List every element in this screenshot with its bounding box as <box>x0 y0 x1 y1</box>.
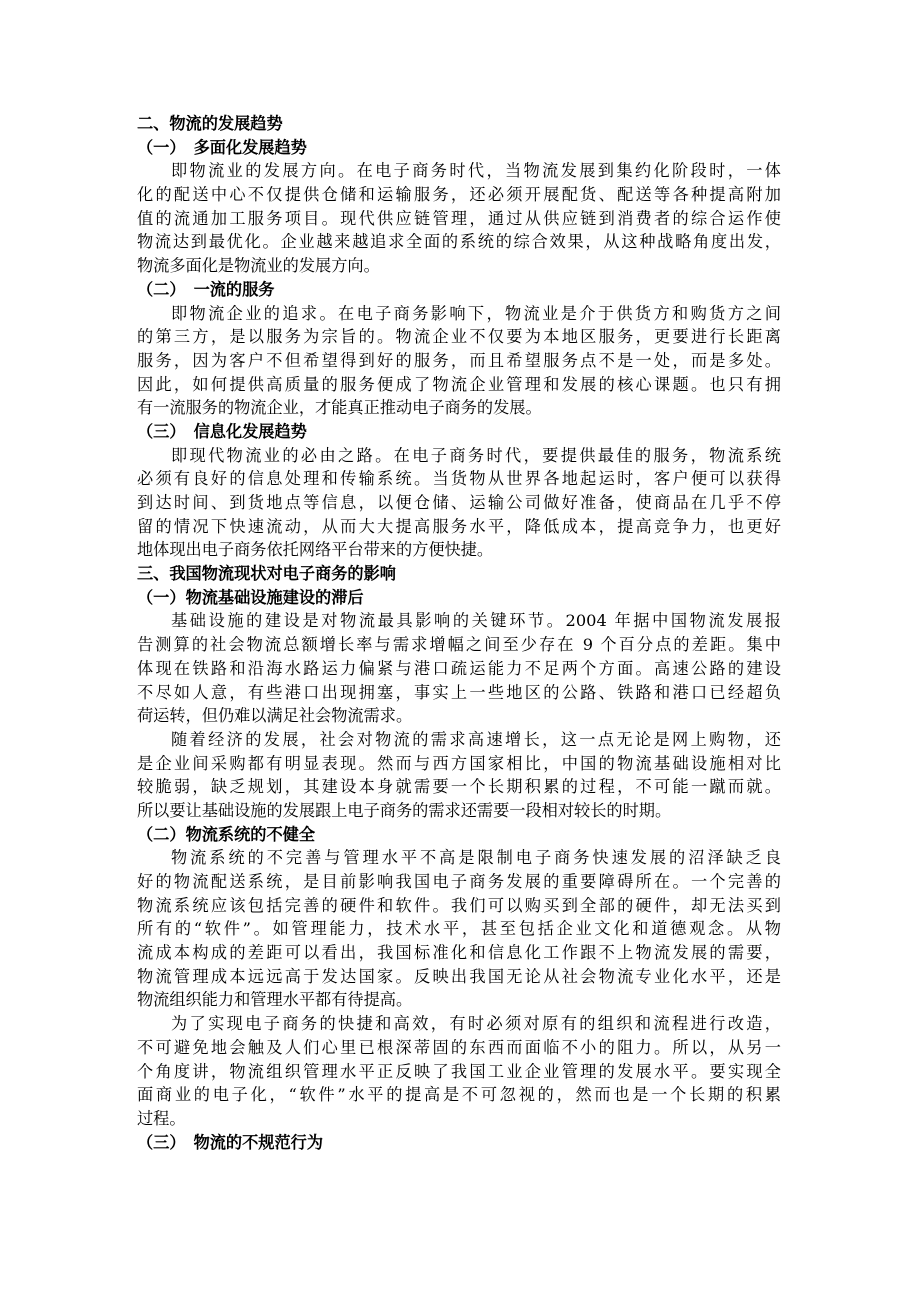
section-heading: 三、我国物流现状对电子商务的影响 <box>137 564 396 584</box>
paragraph <box>137 846 781 1012</box>
text-line: 必须有良好的信息处理和传输系统。当货物从世界各地起运时，客户便可以获得 <box>137 469 781 489</box>
text-line: 即物流企业的追求。在电子商务影响下，物流业是介于供货方和购货方之间 <box>171 303 781 323</box>
paragraph <box>137 728 781 823</box>
text-line: 物流多面化是物流业的发展方向。 <box>137 256 380 276</box>
subsection-heading <box>137 278 781 302</box>
text-line: 告测算的社会物流总额增长率与需求增幅之间至少存在 9 个百分点的差距。集中 <box>137 635 781 655</box>
text-line: 地体现出电子商务依托网络平台带来的方便快捷。 <box>137 540 494 560</box>
text-line: 基础设施的建设是对物流最具影响的关键环节。2004 年据中国物流发展报 <box>171 611 781 631</box>
text-line: 个角度讲，物流组织管理水平正反映了我国工业企业管理的发展水平。要实现全 <box>137 1061 781 1081</box>
text-line: 有一流服务的物流企业，才能真正推动电子商务的发展。 <box>137 398 542 418</box>
subsection-title: 一流的服务 <box>193 279 275 299</box>
text-line: 值的流通加工服务项目。现代供应链管理，通过从供应链到消费者的综合运作使 <box>137 208 781 228</box>
subsection-number: （一） <box>137 137 186 157</box>
subsection-title: 多面化发展趋势 <box>193 137 307 157</box>
subsection-title: 信息化发展趋势 <box>193 421 307 441</box>
text-line: 为了实现电子商务的快捷和高效，有时必须对原有的组织和流程进行改造， <box>171 1014 781 1034</box>
text-line: 物流系统的不完善与管理水平不高是限制电子商务快速发展的沼泽缺乏良 <box>171 848 781 868</box>
subsection-heading <box>137 586 781 610</box>
text-line: 荷运转，但仍难以满足社会物流需求。 <box>137 706 413 726</box>
paragraph <box>137 302 781 420</box>
text-line: 物流系统应该包括完善的硬件和软件。我们可以购买到全部的硬件，却无法买到 <box>137 895 781 915</box>
document-page <box>137 112 781 1154</box>
subsection-title: 物流的不规范行为 <box>193 1132 324 1152</box>
text-line: 不尽如人意，有些港口出现拥塞，事实上一些地区的公路、铁路和港口已经超负 <box>137 682 781 702</box>
paragraph <box>137 444 781 562</box>
subsection-title: 物流系统的不健全 <box>185 824 316 844</box>
section-heading: 二、物流的发展趋势 <box>137 114 283 133</box>
text-line: 物流达到最优化。企业越来越追求全面的系统的综合效果，从这种战略角度出发， <box>137 232 781 252</box>
subsection-number: （三） <box>137 1132 186 1152</box>
subsection-number: （二） <box>137 824 186 844</box>
text-line: 面商业的电子化，“软件”水平的提高是不可忽视的，然而也是一个长期的积累 <box>137 1085 781 1105</box>
subsection-number: （二） <box>137 279 186 299</box>
text-line: 流成本构成的差距可以看出，我国标准化和信息化工作跟不上物流发展的需要， <box>137 943 781 963</box>
subsection-heading <box>137 1131 781 1155</box>
text-line: 即物流业的发展方向。在电子商务时代，当物流发展到集约化阶段时，一体 <box>171 161 781 181</box>
subsection-title: 物流基础设施建设的滞后 <box>185 587 364 607</box>
text-line: 即现代物流业的必由之路。在电子商务时代，要提供最佳的服务，物流系统 <box>171 445 781 465</box>
text-line: 留的情况下快速流动，从而大大提高服务水平，降低成本，提高竞争力，也更好 <box>137 516 781 536</box>
text-line: 因此，如何提供高质量的服务便成了物流企业管理和发展的核心课题。也只有拥 <box>137 374 781 394</box>
text-line: 物流组织能力和管理水平都有待提高。 <box>137 990 413 1010</box>
paragraph <box>137 609 781 727</box>
text-line: 物流管理成本远远高于发达国家。反映出我国无论从社会物流专业化水平，还是 <box>137 966 781 986</box>
text-line: 好的物流配送系统，是目前影响我国电子商务发展的重要障碍所在。一个完善的 <box>137 872 781 891</box>
text-line: 较脆弱，缺乏规划，其建设本身就需要一个长期积累的过程，不可能一蹴而就。 <box>137 777 781 797</box>
text-line: 到达时间、到货地点等信息，以便仓储、运输公司做好准备，使商品在几乎不停 <box>137 493 781 512</box>
text-line: 的第三方，是以服务为宗旨的。物流企业不仅要为本地区服务，更要进行长距离 <box>137 327 781 347</box>
subsection-heading <box>137 136 781 160</box>
text-line: 所以要让基础设施的发展跟上电子商务的需求还需要一段相对较长的时期。 <box>137 800 672 820</box>
paragraph <box>137 1012 781 1130</box>
text-line: 体现在铁路和沿海水路运力偏紧与港口疏运能力不足两个方面。高速公路的建设 <box>137 658 781 678</box>
text-line: 随着经济的发展，社会对物流的需求高速增长，这一点无论是网上购物，还 <box>171 729 781 749</box>
subsection-heading <box>137 823 781 847</box>
text-line: 化的配送中心不仅提供仓储和运输服务，还必须开展配货、配送等各种提高附加 <box>137 185 781 205</box>
text-line: 服务，因为客户不但希望得到好的服务，而且希望服务点不是一处，而是多处。 <box>137 350 781 370</box>
subsection-heading <box>137 420 781 444</box>
text-line: 所有的“软件”。如管理能力，技术水平，甚至包括企业文化和道德观念。从物 <box>137 919 781 939</box>
text-line: 过程。 <box>137 1108 186 1128</box>
subsection-number: （一） <box>137 587 186 607</box>
text-line: 不可避免地会触及人们心里已根深蒂固的东西而面临不小的阻力。所以，从另一 <box>137 1037 781 1057</box>
paragraph <box>137 159 781 277</box>
text-line: 是企业间采购都有明显表现。然而与西方国家相比，中国的物流基础设施相对比 <box>137 753 781 773</box>
subsection-number: （三） <box>137 421 186 441</box>
